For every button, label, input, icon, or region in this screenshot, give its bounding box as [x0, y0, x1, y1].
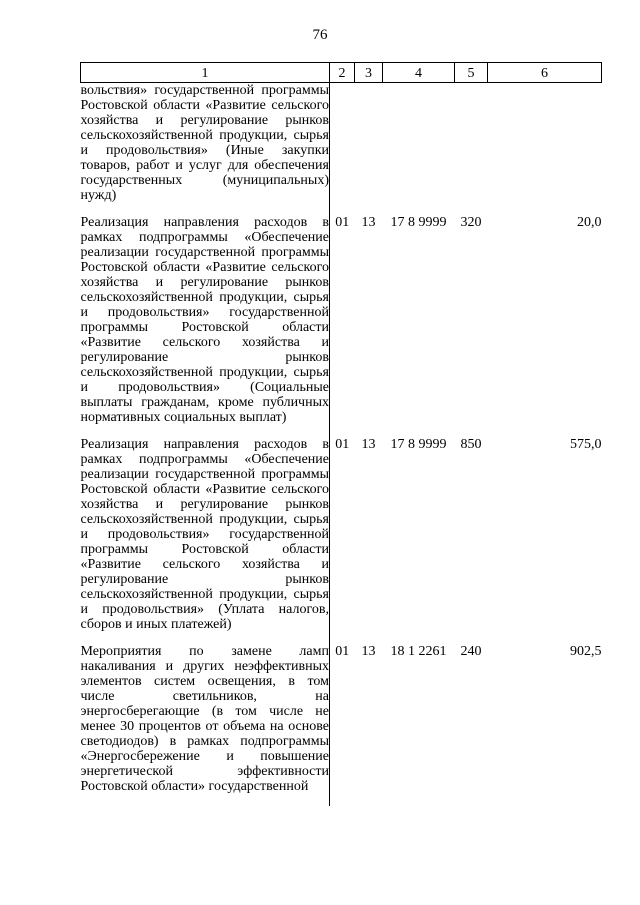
row-subsection: 13	[361, 437, 376, 452]
row-section	[330, 83, 355, 216]
row-expense-type: 850	[460, 437, 482, 452]
header-col-6: 6	[488, 63, 602, 83]
row-section: 01	[335, 644, 350, 659]
row-description: Реализация направления расходов в рамках подпрограммы «Обеспечение реализации государственной программы Ростовской области «Развитие сельского хозяйства и регулирование рынков сельскохозяйственной продукции, сырья и продовольствия» государственной программы Ростовской области «Развитие сельского хозяйства и регулирование рынков сельскохозяйственной продукции, сырья и продовольствия» (Уплата налогов, сборов и иных платежей)	[81, 437, 330, 644]
header-col-1: 1	[81, 63, 330, 83]
table-header-row	[81, 63, 602, 83]
row-section: 01	[335, 215, 350, 230]
row-amount	[488, 83, 602, 216]
row-subsection: 13	[361, 644, 376, 659]
table-row	[81, 215, 602, 437]
row-amount: 575,0	[570, 437, 602, 452]
header-col-3: 3	[355, 63, 383, 83]
row-expense-type: 240	[460, 644, 482, 659]
row-subsection: 13	[361, 215, 376, 230]
row-expense-type: 320	[460, 215, 482, 230]
row-expense-type	[455, 83, 488, 216]
header-col-5: 5	[455, 63, 488, 83]
table-row	[81, 437, 602, 644]
row-target-article: 17 8 9999	[390, 215, 447, 230]
page-number: 76	[312, 27, 328, 43]
row-target-article: 17 8 9999	[390, 437, 447, 452]
table-row	[81, 83, 602, 216]
budget-table	[80, 62, 602, 806]
header-col-4: 4	[383, 63, 455, 83]
table-row	[81, 644, 602, 806]
row-amount: 20,0	[577, 215, 602, 230]
row-description: Мероприятия по замене ламп накаливания и других неэффективных элементов систем освещения, в том числе светильников, на энергосберегающие (в том числе не менее 30 процентов от объема на основе светодиодов) в рамках подпрограммы «Энергосбережение и повышение энергетической эффективности Ростовской области» государственной	[81, 644, 330, 806]
row-amount: 902,5	[570, 644, 602, 659]
row-description: Реализация направления расходов в рамках подпрограммы «Обеспечение реализации государственной программы Ростовской области «Развитие сельского хозяйства и регулирование рынков сельскохозяйственной продукции, сырья и продовольствия» государственной программы Ростовской области «Развитие сельского хозяйства и регулирование рынков сельскохозяйственной продукции, сырья и продовольствия» (Социальные выплаты гражданам, кроме публичных нормативных социальных выплат)	[81, 215, 330, 437]
row-target-article: 18 1 2261	[390, 644, 447, 659]
row-subsection	[355, 83, 383, 216]
header-col-2: 2	[330, 63, 355, 83]
row-section: 01	[335, 437, 350, 452]
row-target-article	[383, 83, 455, 216]
row-description: вольствия» государственной программы Ростовской области «Развитие сельского хозяйства и регулирование рынков сельскохозяйственной продукции, сырья и продовольствия» (Иные закупки товаров, работ и услуг для обеспечения государственных (муниципальных) нужд)	[81, 83, 330, 216]
